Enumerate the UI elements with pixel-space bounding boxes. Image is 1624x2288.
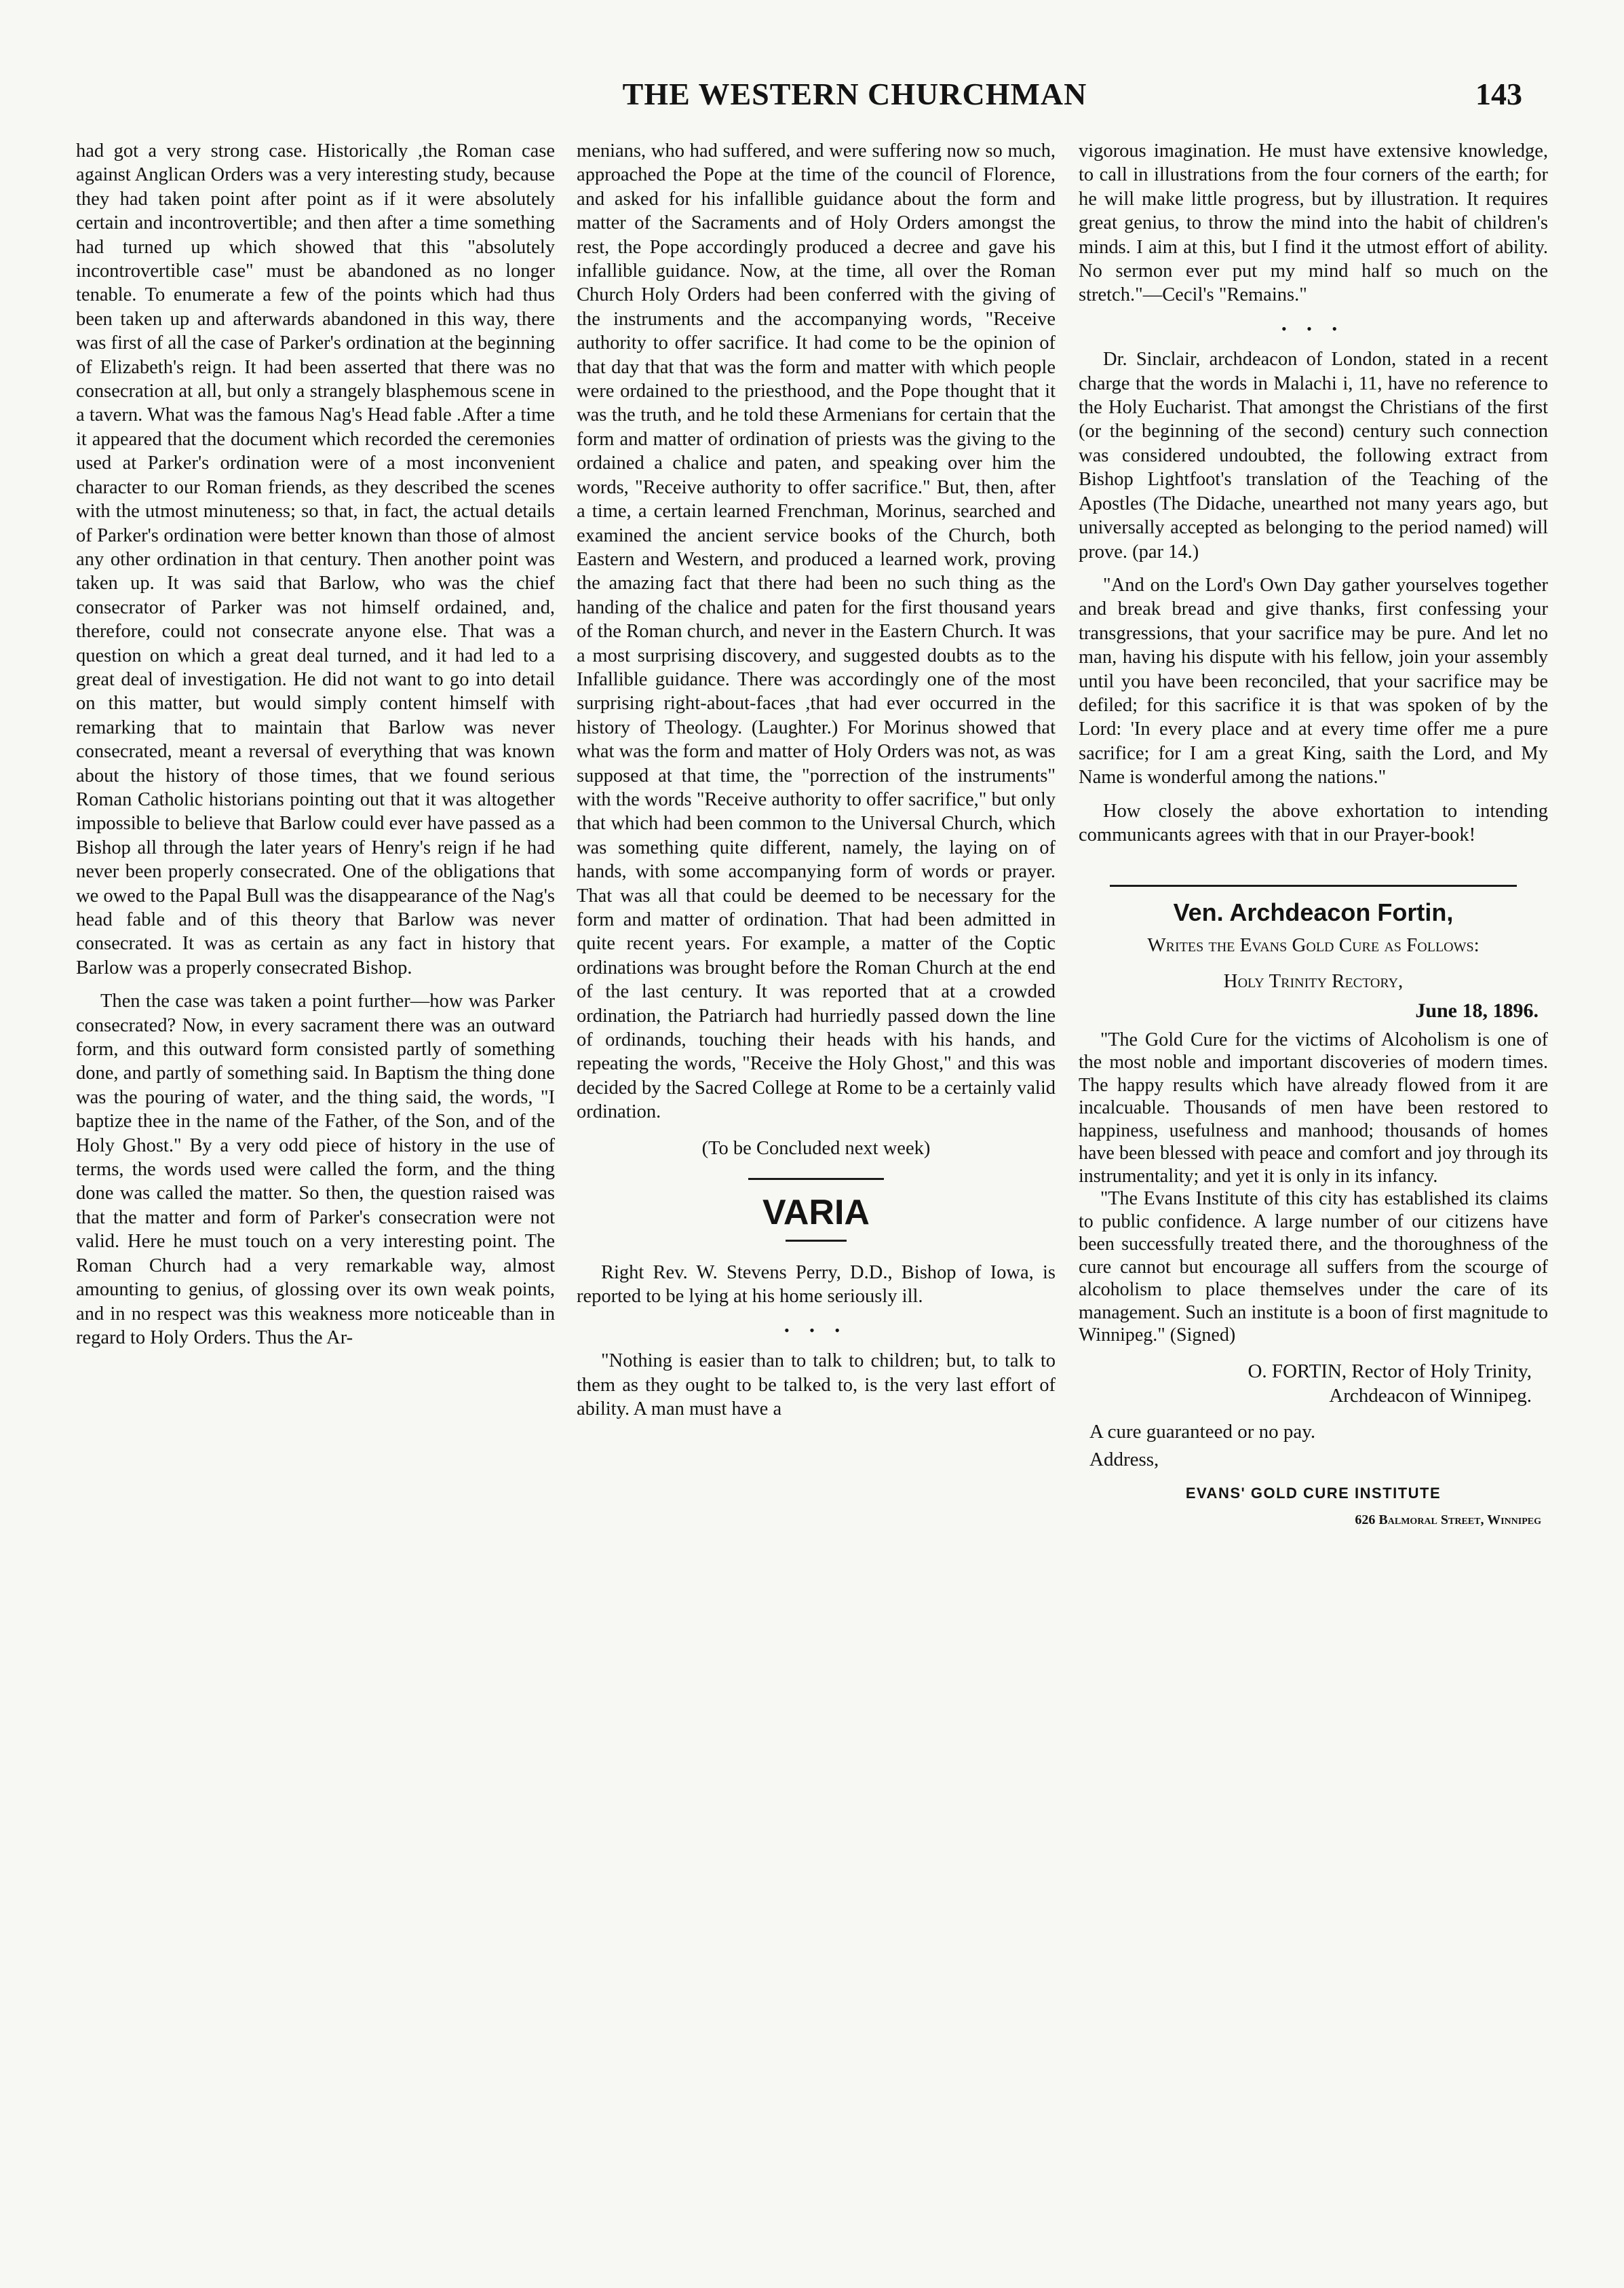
signature-line: Archdeacon of Winnipeg. <box>1329 1384 1532 1407</box>
article-paragraph: How closely the above exhortation to intending communicants agrees with that in our Prayer-book! <box>1079 800 1548 845</box>
varia-item: Right Rev. W. Stevens Perry, D.D., Bishop of Iowa, is reported to be lying at his home seriously ill. <box>577 1262 1056 1308</box>
ad-place: Holy Trinity Rectory, <box>1223 970 1404 992</box>
page-number: 143 <box>1475 77 1522 111</box>
ad-guarantee: A cure guaranteed or no pay. <box>1089 1420 1316 1443</box>
section-divider <box>748 1178 884 1180</box>
ad-paragraph: "The Gold Cure for the victims of Alcoholism is one of the most noble and important discoveries of modern times. The happy results which have already flowed from it are incalcuable. Thousands of men have been restored to happiness, usefulness and manhood; thousands of homes have been blessed with peace and comfort and joy through its instrumentality; and yet it is only in its infancy. <box>1079 1029 1548 1187</box>
ad-institute-name: EVANS' GOLD CURE INSTITUTE <box>1185 1485 1442 1502</box>
article-paragraph: Dr. Sinclair, archdeacon of London, stated in a recent charge that the words in Malachi i, 11, have no reference to the Holy Eucharist. That amongst the Christians of the first (or the beginning of the second) century such connection was considered undoubted, the following extract from Bishop Lightfoot's translation of the Teaching of the Apostles (The Didache, unearthed not many years ago, but universally accepted as belonging to the period named) will prove. (par 14.) <box>1079 349 1548 563</box>
article-paragraph: had got a very strong case. Historically ,the Roman case against Anglican Orders was a very interesting study, because they had taken point after point as if it were absolutely certain and incontrovertible; and then after a time something had turned up which showed that this "absolutely incontrovertible case" must be abandoned as no longer tenable. To enumerate a few of the points which had thus been taken up and afterwards abandoned in this way, there was first of all the case of Parker's ordination at the beginning of Elizabeth's reign. It had been asserted that there was no consecration at all, but only a strangely blasphemous scene in a tavern. What was the famous Nag's Head fable .After a time it appeared that the document which recorded the ceremonies used at Parker's ordination were of a most inconvenient character to our Roman friends, as they described the scenes with the utmost minuteness; so that, in fact, the actual details of Parker's ordination were better known than those of almost any other ordination in that century. Then another point was taken up. It was said that Barlow, who was the chief consecrator of Parker was not himself ordained, and, therefore, could not consecrate anyone else. That was a question on which a great deal turned, and it had led to a great deal of investigation. He did not want to go into detail on this matter, but would simply content himself with remarking that to maintain that Barlow was never consecrated, meant a reversal of everything that was known about the history of those times, that we found serious Roman Catholic historians pointing out that it was altogether impossible to believe that Barlow could ever have passed as a Bishop all through the later years of Henry's reign if he had never been properly consecrated. One of the obligations that we owed to the Papal Bull was the disappearance of the Nag's head fable and of this theory that Barlow was never consecrated. It was as certain as any fact in history that Barlow was a properly consecrated Bishop. <box>76 140 555 978</box>
ad-title: Ven. Archdeacon Fortin, <box>1173 898 1454 927</box>
item-separator: • • • <box>784 1321 849 1339</box>
ad-body <box>1079 1029 1548 1347</box>
section-divider <box>1110 885 1517 887</box>
ad-paragraph: "The Evans Institute of this city has established its claims to public confidence. A large number of our citizens have been successfully treated there, and the thoroughness of the cure cannot but encourage all suffers from the scourge of alcoholism to place themselves under the care of its management. Such an institute is a boon of first magnitude to Winnipeg." (Signed) <box>1079 1188 1548 1346</box>
gold-cure-advertisement <box>1079 900 1548 1532</box>
varia-item: "Nothing is easier than to talk to children; but, to talk to them as they ought to be talked to, is the very last effort of ability. A man must have a <box>577 1350 1056 1420</box>
quotation-paragraph: "And on the Lord's Own Day gather yourselves together and break bread and give thanks, first confessing your transgressions, that your sacrifice may be pure. And let no man, having his dispute with his fellow, join your assembly until you have been reconciled, that your sacrifice may be defiled; for this sacrifice it is that was spoken of by the Lord: 'In every place and at every time offer me a pure sacrifice; for I am a great King, saith the Lord, and My Name is wonderful among the nations." <box>1079 574 1548 788</box>
ad-address-label: Address, <box>1089 1449 1159 1470</box>
article-paragraph: vigorous imagination. He must have extensive knowledge, to call in illustrations from the four corners of the earth; for he will make little progress, but by illustration. It requires great genius, to throw the mind into the habit of children's minds. I aim at this, but I find it the utmost effort of ability. No sermon ever put my mind half so much on the stretch."—Cecil's "Remains." <box>1079 140 1548 306</box>
column-2 <box>577 139 1056 2175</box>
column-3 <box>1079 139 1548 2243</box>
article-paragraph: Then the case was taken a point further—how was Parker consecrated? Now, in every sacrament there was an outward form, and this outward form consisted partly of something done, and partly of something said. In Baptism the thing done was the pouring of water, and the thing said, the words, "I baptize thee in the name of the Father, of the Son, and of the Holy Ghost." By a very odd piece of history in the use of terms, the words used were called the form, and the thing done was called the matter. So then, the question raised was that the matter and form of Parker's consecration were not valid. Here he must touch on a very interesting point. The Roman Church had a very remarkable way, almost amounting to genius, of glossing over its own weak points, and in no respect was this weakness more noticeable than in regard to Holy Orders. Thus the Ar- <box>76 991 555 1348</box>
page-header <box>0 76 1624 123</box>
heading-underline <box>786 1240 847 1242</box>
column-1 <box>76 139 555 2229</box>
ad-date: June 18, 1896. <box>1415 999 1539 1023</box>
article-paragraph: menians, who had suffered, and were suffering now so much, approached the Pope at the time of the council of Florence, and asked for his infallible guidance about the form and matter of the Sacraments and of Holy Orders amongst the rest, the Pope accordingly produced a decree and gave his infallible guidance. Now, at the time, all over the Roman Church Holy Orders had been conferred with the giving of the instruments and the accompanying words, "Receive authority to offer sacrifice. It had come to be the opinion of that day that that was the form and matter with which people were ordained to the priesthood, and the Pope thought that it was the truth, and he told these Armenians for certain that the form and matter of ordination of priests was the giving to the ordained a chalice and paten, and speaking over him the words, "Receive authority to offer sacrifice." But, then, after a time, a certain learned Frenchman, Morinus, searched and examined the ancient service books of the Church, both Eastern and Western, and produced a learned work, proving the amazing fact that there had been no such thing as the handing of the chalice and paten for the first thousand years of the Roman church, and never in the Eastern Church. It was a most surprising discovery, and suggested doubts as to the Infallible guidance. There was accordingly one of the most surprising right-about-faces ,that had ever occurred in the history of Theology. (Laughter.) For Morinus showed that what was the form and matter of Holy Orders was not, as was supposed at that time, the "porrection of the instruments" with the words "Receive authority to offer sacrifice," but only that which had been common to the Universal Church, which was something quite different, namely, the laying on of hands, with some accompanying form of words or prayer. That was all that could be deemed to be necessary for the form and matter of ordination. That had been admitted in quite recent years. For example, a matter of the Coptic ordinations was brought before the Roman Church at the end of the last century. It was reported that at a crowded ordination, the Patriarch had hurriedly passed down the line of ordinands, touching their heads with his hands, and repeating the words, "Receive the Holy Ghost," and this was decided by the Sacred College at Rome to be a certainly valid ordination. <box>577 140 1056 1123</box>
ad-subtitle: Writes the Evans Gold Cure as Follows: <box>1147 934 1480 956</box>
ad-signature <box>1079 1359 1548 1408</box>
varia-heading: VARIA <box>762 1193 870 1233</box>
ad-street-address: 626 Balmoral Street, Winnipeg <box>1355 1512 1541 1527</box>
item-separator: • • • <box>1281 320 1346 337</box>
signature-line: O. FORTIN, Rector of Holy Trinity, <box>1248 1360 1532 1382</box>
continued-note: (To be Concluded next week) <box>701 1137 931 1159</box>
publication-title: THE WESTERN CHURCHMAN <box>622 77 1087 111</box>
